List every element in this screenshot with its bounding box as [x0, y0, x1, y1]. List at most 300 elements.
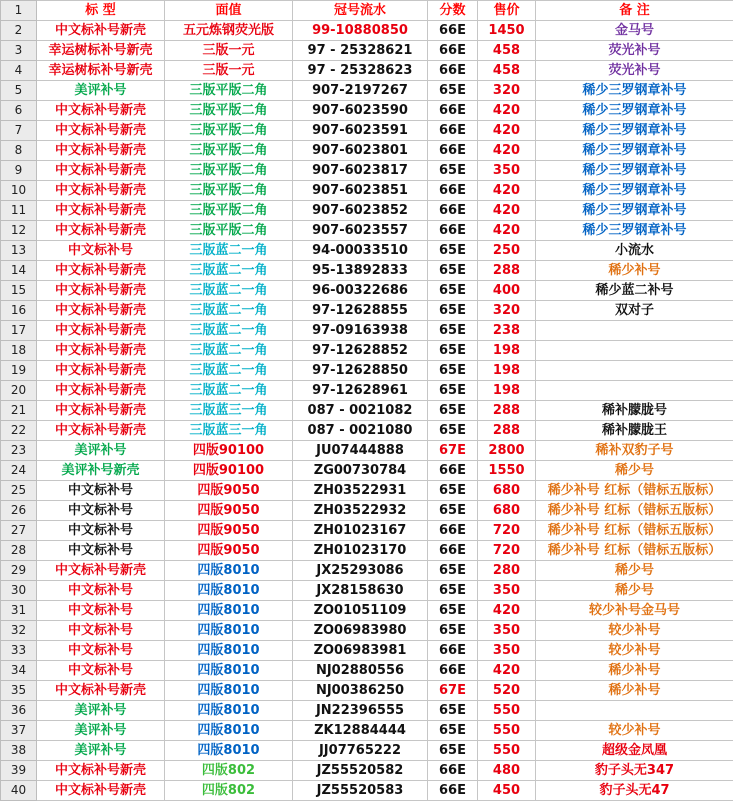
cell-face-value[interactable]: 三版平版二角	[165, 181, 293, 201]
cell-serial[interactable]: ZK12884444	[293, 721, 428, 741]
row-number[interactable]: 18	[1, 341, 37, 361]
cell-price[interactable]: 680	[478, 481, 536, 501]
cell-note[interactable]: 较少补号	[536, 641, 733, 661]
cell-grade[interactable]: 66E	[428, 221, 478, 241]
cell-price[interactable]: 198	[478, 381, 536, 401]
row-number[interactable]: 38	[1, 741, 37, 761]
cell-price[interactable]: 450	[478, 781, 536, 801]
header-type[interactable]: 标 型	[37, 1, 165, 21]
cell-serial[interactable]: 97-12628852	[293, 341, 428, 361]
cell-face-value[interactable]: 四版8010	[165, 701, 293, 721]
cell-serial[interactable]: ZG00730784	[293, 461, 428, 481]
row-number[interactable]: 15	[1, 281, 37, 301]
cell-type[interactable]: 中文标补号新壳	[37, 201, 165, 221]
cell-grade[interactable]: 67E	[428, 441, 478, 461]
cell-note[interactable]: 稀少补号 红标（错标五版标）	[536, 541, 733, 561]
cell-grade[interactable]: 65E	[428, 341, 478, 361]
cell-type[interactable]: 中文标补号新壳	[37, 141, 165, 161]
cell-note[interactable]	[536, 701, 733, 721]
cell-face-value[interactable]: 三版平版二角	[165, 141, 293, 161]
cell-face-value[interactable]: 四版9050	[165, 501, 293, 521]
cell-note[interactable]: 稀少三罗钢章补号	[536, 121, 733, 141]
cell-serial[interactable]: ZO06983981	[293, 641, 428, 661]
row-number[interactable]: 37	[1, 721, 37, 741]
cell-grade[interactable]: 65E	[428, 301, 478, 321]
cell-price[interactable]: 458	[478, 41, 536, 61]
cell-type[interactable]: 中文标补号新壳	[37, 421, 165, 441]
table-row	[1, 101, 733, 121]
cell-type[interactable]: 中文标补号	[37, 581, 165, 601]
cell-type[interactable]: 中文标补号新壳	[37, 561, 165, 581]
cell-price[interactable]: 420	[478, 201, 536, 221]
cell-note[interactable]: 稀少三罗钢章补号	[536, 201, 733, 221]
cell-grade[interactable]: 67E	[428, 681, 478, 701]
cell-note[interactable]: 稀少号	[536, 561, 733, 581]
table-row	[1, 161, 733, 181]
cell-face-value[interactable]: 三版蓝二一角	[165, 241, 293, 261]
cell-serial[interactable]: ZH03522932	[293, 501, 428, 521]
cell-face-value[interactable]: 四版8010	[165, 741, 293, 761]
cell-serial[interactable]: JZ55520582	[293, 761, 428, 781]
cell-type[interactable]: 中文标补号	[37, 641, 165, 661]
cell-type[interactable]: 中文标补号	[37, 661, 165, 681]
table-row	[1, 241, 733, 261]
cell-type[interactable]: 中文标补号新壳	[37, 21, 165, 41]
cell-grade[interactable]: 65E	[428, 321, 478, 341]
cell-face-value[interactable]: 三版蓝二一角	[165, 341, 293, 361]
cell-price[interactable]: 350	[478, 621, 536, 641]
cell-face-value[interactable]: 四版802	[165, 761, 293, 781]
cell-price[interactable]: 350	[478, 161, 536, 181]
cell-grade[interactable]: 65E	[428, 621, 478, 641]
cell-price[interactable]: 250	[478, 241, 536, 261]
cell-price[interactable]: 1450	[478, 21, 536, 41]
cell-note[interactable]: 较少补号金马号	[536, 601, 733, 621]
cell-grade[interactable]: 65E	[428, 261, 478, 281]
cell-grade[interactable]: 66E	[428, 41, 478, 61]
cell-face-value[interactable]: 四版8010	[165, 681, 293, 701]
cell-face-value[interactable]: 三版蓝二一角	[165, 361, 293, 381]
cell-grade[interactable]: 66E	[428, 661, 478, 681]
cell-serial[interactable]: ZO01051109	[293, 601, 428, 621]
cell-serial[interactable]: JN22396555	[293, 701, 428, 721]
row-number[interactable]: 14	[1, 261, 37, 281]
cell-note[interactable]	[536, 341, 733, 361]
cell-face-value[interactable]: 四版9050	[165, 521, 293, 541]
cell-serial[interactable]: 907-2197267	[293, 81, 428, 101]
row-number[interactable]: 24	[1, 461, 37, 481]
cell-serial[interactable]: 087 - 0021082	[293, 401, 428, 421]
cell-face-value[interactable]: 三版一元	[165, 41, 293, 61]
cell-note[interactable]: 稀少号	[536, 461, 733, 481]
header-row	[1, 1, 733, 21]
row-number[interactable]: 11	[1, 201, 37, 221]
row-number[interactable]: 7	[1, 121, 37, 141]
cell-type[interactable]: 中文标补号新壳	[37, 161, 165, 181]
cell-price[interactable]: 320	[478, 301, 536, 321]
cell-grade[interactable]: 66E	[428, 21, 478, 41]
cell-note[interactable]	[536, 321, 733, 341]
cell-note[interactable]: 稀少三罗钢章补号	[536, 161, 733, 181]
cell-grade[interactable]: 65E	[428, 701, 478, 721]
cell-note[interactable]	[536, 361, 733, 381]
table-row	[1, 341, 733, 361]
cell-face-value[interactable]: 三版平版二角	[165, 221, 293, 241]
table-row	[1, 141, 733, 161]
cell-price[interactable]: 420	[478, 141, 536, 161]
cell-serial[interactable]: 907-6023817	[293, 161, 428, 181]
row-number[interactable]: 10	[1, 181, 37, 201]
row-number[interactable]: 6	[1, 101, 37, 121]
cell-price[interactable]: 420	[478, 221, 536, 241]
cell-type[interactable]: 美评补号	[37, 441, 165, 461]
row-number[interactable]: 31	[1, 601, 37, 621]
cell-price[interactable]: 280	[478, 561, 536, 581]
row-number[interactable]: 12	[1, 221, 37, 241]
cell-grade[interactable]: 66E	[428, 521, 478, 541]
cell-serial[interactable]: 97-12628855	[293, 301, 428, 321]
row-number[interactable]: 3	[1, 41, 37, 61]
cell-face-value[interactable]: 四版8010	[165, 661, 293, 681]
cell-note[interactable]: 豹子头无47	[536, 781, 733, 801]
row-number[interactable]: 33	[1, 641, 37, 661]
cell-serial[interactable]: JJ07765222	[293, 741, 428, 761]
cell-price[interactable]: 680	[478, 501, 536, 521]
cell-price[interactable]: 400	[478, 281, 536, 301]
row-number[interactable]: 40	[1, 781, 37, 801]
cell-grade[interactable]: 65E	[428, 721, 478, 741]
cell-face-value[interactable]: 四版8010	[165, 721, 293, 741]
cell-grade[interactable]: 66E	[428, 541, 478, 561]
cell-face-value[interactable]: 四版9050	[165, 541, 293, 561]
row-number[interactable]: 2	[1, 21, 37, 41]
cell-type[interactable]: 中文标补号新壳	[37, 281, 165, 301]
cell-note[interactable]: 金马号	[536, 21, 733, 41]
cell-price[interactable]: 238	[478, 321, 536, 341]
cell-serial[interactable]: JU07444888	[293, 441, 428, 461]
cell-face-value[interactable]: 三版平版二角	[165, 201, 293, 221]
cell-type[interactable]: 中文标补号新壳	[37, 781, 165, 801]
cell-face-value[interactable]: 四版8010	[165, 621, 293, 641]
cell-type[interactable]: 美评补号	[37, 721, 165, 741]
cell-grade[interactable]: 65E	[428, 381, 478, 401]
cell-note[interactable]: 稀少补号	[536, 261, 733, 281]
table-row	[1, 521, 733, 541]
cell-type[interactable]: 美评补号新壳	[37, 461, 165, 481]
table-row	[1, 421, 733, 441]
cell-note[interactable]: 稀少三罗钢章补号	[536, 101, 733, 121]
cell-serial[interactable]: JX28158630	[293, 581, 428, 601]
cell-serial[interactable]: 97-12628961	[293, 381, 428, 401]
cell-type[interactable]: 中文标补号新壳	[37, 101, 165, 121]
cell-serial[interactable]: 95-13892833	[293, 261, 428, 281]
row-number[interactable]: 35	[1, 681, 37, 701]
cell-note[interactable]: 稀补朦胧王	[536, 421, 733, 441]
row-number[interactable]: 5	[1, 81, 37, 101]
cell-note[interactable]: 超级金凤凰	[536, 741, 733, 761]
cell-grade[interactable]: 66E	[428, 781, 478, 801]
row-number[interactable]: 34	[1, 661, 37, 681]
cell-type[interactable]: 中文标补号	[37, 601, 165, 621]
cell-grade[interactable]: 66E	[428, 141, 478, 161]
cell-note[interactable]: 荧光补号	[536, 61, 733, 81]
cell-grade[interactable]: 66E	[428, 181, 478, 201]
cell-type[interactable]: 中文标补号新壳	[37, 121, 165, 141]
cell-note[interactable]: 荧光补号	[536, 41, 733, 61]
table-row	[1, 781, 733, 801]
cell-price[interactable]: 350	[478, 581, 536, 601]
cell-face-value[interactable]: 三版蓝二一角	[165, 301, 293, 321]
cell-type[interactable]: 中文标补号	[37, 241, 165, 261]
cell-type[interactable]: 中文标补号新壳	[37, 301, 165, 321]
row-number[interactable]: 39	[1, 761, 37, 781]
row-number[interactable]: 1	[1, 1, 37, 21]
row-number[interactable]: 23	[1, 441, 37, 461]
cell-note[interactable]: 稀少号	[536, 581, 733, 601]
row-number[interactable]: 32	[1, 621, 37, 641]
row-number[interactable]: 16	[1, 301, 37, 321]
cell-note[interactable]: 稀少补号 红标（错标五版标）	[536, 521, 733, 541]
header-grade[interactable]: 分数	[428, 1, 478, 21]
cell-serial[interactable]: 907-6023591	[293, 121, 428, 141]
cell-face-value[interactable]: 五元炼钢荧光版	[165, 21, 293, 41]
cell-type[interactable]: 中文标补号	[37, 481, 165, 501]
cell-price[interactable]: 288	[478, 401, 536, 421]
cell-grade[interactable]: 65E	[428, 741, 478, 761]
cell-face-value[interactable]: 三版平版二角	[165, 121, 293, 141]
cell-grade[interactable]: 65E	[428, 561, 478, 581]
cell-type[interactable]: 中文标补号新壳	[37, 401, 165, 421]
row-number[interactable]: 25	[1, 481, 37, 501]
cell-face-value[interactable]: 三版平版二角	[165, 101, 293, 121]
cell-price[interactable]: 198	[478, 361, 536, 381]
cell-face-value[interactable]: 三版蓝二一角	[165, 381, 293, 401]
cell-serial[interactable]: 97 - 25328621	[293, 41, 428, 61]
cell-note[interactable]: 稀少三罗钢章补号	[536, 181, 733, 201]
cell-price[interactable]: 198	[478, 341, 536, 361]
cell-price[interactable]: 320	[478, 81, 536, 101]
cell-price[interactable]: 288	[478, 421, 536, 441]
cell-note[interactable]: 豹子头无347	[536, 761, 733, 781]
cell-price[interactable]: 2800	[478, 441, 536, 461]
row-number[interactable]: 29	[1, 561, 37, 581]
cell-grade[interactable]: 65E	[428, 501, 478, 521]
cell-serial[interactable]: JX25293086	[293, 561, 428, 581]
cell-grade[interactable]: 65E	[428, 81, 478, 101]
cell-type[interactable]: 中文标补号新壳	[37, 341, 165, 361]
row-number[interactable]: 28	[1, 541, 37, 561]
cell-face-value[interactable]: 四版90100	[165, 461, 293, 481]
cell-serial[interactable]: ZH01023170	[293, 541, 428, 561]
cell-note[interactable]: 稀少补号 红标（错标五版标）	[536, 481, 733, 501]
cell-serial[interactable]: ZO06983980	[293, 621, 428, 641]
cell-price[interactable]: 420	[478, 121, 536, 141]
cell-note[interactable]: 较少补号	[536, 621, 733, 641]
header-serial[interactable]: 冠号流水	[293, 1, 428, 21]
cell-grade[interactable]: 66E	[428, 461, 478, 481]
cell-type[interactable]: 中文标补号	[37, 521, 165, 541]
cell-face-value[interactable]: 四版8010	[165, 641, 293, 661]
cell-price[interactable]: 458	[478, 61, 536, 81]
cell-grade[interactable]: 66E	[428, 101, 478, 121]
cell-note[interactable]: 稀补朦胧号	[536, 401, 733, 421]
cell-grade[interactable]: 66E	[428, 121, 478, 141]
table-row	[1, 621, 733, 641]
cell-note[interactable]: 稀少补号	[536, 681, 733, 701]
cell-type[interactable]: 中文标补号	[37, 541, 165, 561]
cell-price[interactable]: 480	[478, 761, 536, 781]
cell-serial[interactable]: 99-10880850	[293, 21, 428, 41]
row-number[interactable]: 20	[1, 381, 37, 401]
cell-serial[interactable]: NJ00386250	[293, 681, 428, 701]
cell-price[interactable]: 550	[478, 741, 536, 761]
table-row	[1, 681, 733, 701]
cell-serial[interactable]: 97-09163938	[293, 321, 428, 341]
cell-note[interactable]: 双对子	[536, 301, 733, 321]
cell-price[interactable]: 288	[478, 261, 536, 281]
cell-face-value[interactable]: 四版8010	[165, 581, 293, 601]
cell-grade[interactable]: 65E	[428, 481, 478, 501]
cell-type[interactable]: 中文标补号新壳	[37, 181, 165, 201]
cell-grade[interactable]: 65E	[428, 281, 478, 301]
cell-note[interactable]: 较少补号	[536, 721, 733, 741]
row-number[interactable]: 19	[1, 361, 37, 381]
cell-face-value[interactable]: 四版9050	[165, 481, 293, 501]
table-row	[1, 761, 733, 781]
cell-face-value[interactable]: 四版8010	[165, 561, 293, 581]
cell-grade[interactable]: 65E	[428, 161, 478, 181]
cell-grade[interactable]: 65E	[428, 601, 478, 621]
table-row	[1, 721, 733, 741]
row-number[interactable]: 26	[1, 501, 37, 521]
cell-serial[interactable]: ZH03522931	[293, 481, 428, 501]
cell-grade[interactable]: 65E	[428, 361, 478, 381]
cell-grade[interactable]: 65E	[428, 581, 478, 601]
cell-type[interactable]: 中文标补号新壳	[37, 681, 165, 701]
cell-serial[interactable]: 907-6023852	[293, 201, 428, 221]
cell-face-value[interactable]: 四版8010	[165, 601, 293, 621]
cell-type[interactable]: 幸运树标补号新壳	[37, 41, 165, 61]
cell-type[interactable]: 中文标补号新壳	[37, 361, 165, 381]
cell-type[interactable]: 中文标补号	[37, 501, 165, 521]
cell-grade[interactable]: 66E	[428, 61, 478, 81]
cell-type[interactable]: 美评补号	[37, 741, 165, 761]
cell-note[interactable]: 稀少三罗钢章补号	[536, 141, 733, 161]
cell-type[interactable]: 美评补号	[37, 701, 165, 721]
cell-price[interactable]: 1550	[478, 461, 536, 481]
cell-serial[interactable]: 96-00322686	[293, 281, 428, 301]
cell-serial[interactable]: 907-6023557	[293, 221, 428, 241]
cell-grade[interactable]: 66E	[428, 761, 478, 781]
cell-serial[interactable]: JZ55520583	[293, 781, 428, 801]
cell-grade[interactable]: 66E	[428, 641, 478, 661]
cell-face-value[interactable]: 四版90100	[165, 441, 293, 461]
cell-price[interactable]: 520	[478, 681, 536, 701]
cell-grade[interactable]: 65E	[428, 401, 478, 421]
cell-price[interactable]: 420	[478, 181, 536, 201]
row-number[interactable]: 17	[1, 321, 37, 341]
table-row	[1, 601, 733, 621]
row-number[interactable]: 30	[1, 581, 37, 601]
cell-serial[interactable]: NJ02880556	[293, 661, 428, 681]
cell-type[interactable]: 幸运树标补号新壳	[37, 61, 165, 81]
cell-face-value[interactable]: 三版蓝二一角	[165, 281, 293, 301]
cell-face-value[interactable]: 三版蓝三一角	[165, 401, 293, 421]
table-row	[1, 501, 733, 521]
cell-serial[interactable]: 907-6023801	[293, 141, 428, 161]
cell-type[interactable]: 中文标补号新壳	[37, 761, 165, 781]
header-note[interactable]: 备 注	[536, 1, 733, 21]
cell-face-value[interactable]: 三版蓝三一角	[165, 421, 293, 441]
cell-grade[interactable]: 65E	[428, 241, 478, 261]
row-number[interactable]: 22	[1, 421, 37, 441]
cell-price[interactable]: 550	[478, 721, 536, 741]
cell-note[interactable]: 稀少补号 红标（错标五版标）	[536, 501, 733, 521]
cell-price[interactable]: 720	[478, 521, 536, 541]
cell-serial[interactable]: 907-6023590	[293, 101, 428, 121]
header-price[interactable]: 售价	[478, 1, 536, 21]
cell-price[interactable]: 420	[478, 601, 536, 621]
header-face-value[interactable]: 面值	[165, 1, 293, 21]
cell-grade[interactable]: 66E	[428, 201, 478, 221]
row-number[interactable]: 27	[1, 521, 37, 541]
cell-note[interactable]: 稀少三罗钢章补号	[536, 81, 733, 101]
table-row	[1, 561, 733, 581]
cell-price[interactable]: 550	[478, 701, 536, 721]
table-row	[1, 61, 733, 81]
cell-face-value[interactable]: 三版蓝二一角	[165, 261, 293, 281]
cell-type[interactable]: 中文标补号新壳	[37, 261, 165, 281]
row-number[interactable]: 13	[1, 241, 37, 261]
cell-price[interactable]: 420	[478, 101, 536, 121]
row-number[interactable]: 8	[1, 141, 37, 161]
row-number[interactable]: 36	[1, 701, 37, 721]
cell-type[interactable]: 中文标补号	[37, 621, 165, 641]
table-row	[1, 261, 733, 281]
row-number[interactable]: 9	[1, 161, 37, 181]
cell-type[interactable]: 中文标补号新壳	[37, 321, 165, 341]
cell-price[interactable]: 720	[478, 541, 536, 561]
cell-serial[interactable]: 97 - 25328623	[293, 61, 428, 81]
cell-serial[interactable]: 087 - 0021080	[293, 421, 428, 441]
cell-face-value[interactable]: 三版平版二角	[165, 161, 293, 181]
cell-note[interactable]	[536, 381, 733, 401]
cell-price[interactable]: 350	[478, 641, 536, 661]
cell-face-value[interactable]: 三版一元	[165, 61, 293, 81]
cell-face-value[interactable]: 四版802	[165, 781, 293, 801]
cell-type[interactable]: 中文标补号新壳	[37, 221, 165, 241]
cell-serial[interactable]: ZH01023167	[293, 521, 428, 541]
cell-type[interactable]: 美评补号	[37, 81, 165, 101]
cell-note[interactable]: 稀补双豹子号	[536, 441, 733, 461]
cell-type[interactable]: 中文标补号新壳	[37, 381, 165, 401]
row-number[interactable]: 21	[1, 401, 37, 421]
cell-serial[interactable]: 907-6023851	[293, 181, 428, 201]
cell-serial[interactable]: 94-00033510	[293, 241, 428, 261]
cell-note[interactable]: 小流水	[536, 241, 733, 261]
cell-note[interactable]: 稀少蓝二补号	[536, 281, 733, 301]
cell-note[interactable]: 稀少三罗钢章补号	[536, 221, 733, 241]
table-row	[1, 41, 733, 61]
cell-grade[interactable]: 65E	[428, 421, 478, 441]
row-number[interactable]: 4	[1, 61, 37, 81]
cell-serial[interactable]: 97-12628850	[293, 361, 428, 381]
cell-price[interactable]: 420	[478, 661, 536, 681]
cell-face-value[interactable]: 三版蓝二一角	[165, 321, 293, 341]
cell-note[interactable]: 稀少补号	[536, 661, 733, 681]
table-row	[1, 541, 733, 561]
cell-face-value[interactable]: 三版平版二角	[165, 81, 293, 101]
